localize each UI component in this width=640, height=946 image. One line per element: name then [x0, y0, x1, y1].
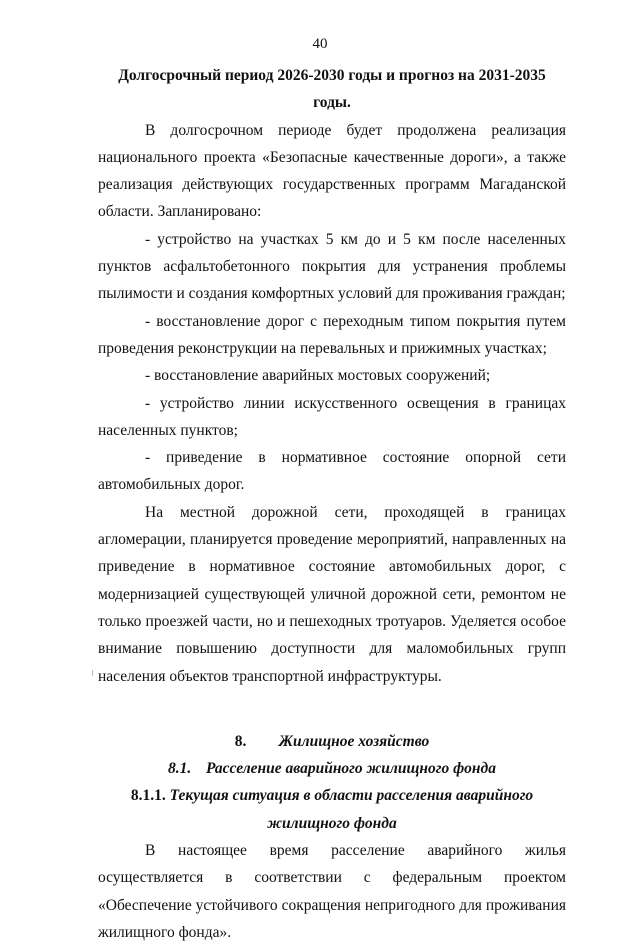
- list-item: - устройство на участках 5 км до и 5 км после населенных пунктов асфальтобетонного покрытия для устранения проблемы пылимости и создания комфортных условий для проживания граждан;: [98, 230, 566, 303]
- page-content: [98, 62, 566, 946]
- section-number: 8.1.1.: [130, 787, 166, 805]
- margin-mark: [92, 670, 93, 676]
- section-heading-8: [98, 728, 566, 755]
- period-heading: Долгосрочный период 2026-2030 годы и прогноз на 2031-2035 годы.: [118, 67, 546, 112]
- current-situation-paragraph: В настоящее время расселение аварийного жилья осуществляется в соответствии с федеральным проектом «Обеспечение устойчивого сокращения непригодного для проживания жилищного фонда».: [98, 842, 566, 941]
- section-number: 8.1.: [168, 760, 192, 778]
- section-title: Расселение аварийного жилищного фонда: [206, 760, 496, 778]
- page-number: 40: [312, 36, 328, 52]
- section-heading-8-1: [98, 755, 566, 782]
- section-heading-8-1-1: [98, 782, 566, 837]
- intro-paragraph: В долгосрочном периоде будет продолжена реализация национального проекта «Безопасные качественные дороги», а также реализация действующих государственных программ Магаданской области. Запланировано:: [98, 121, 566, 221]
- list-item: - восстановление дорог с переходным типом покрытия путем проведения реконструкции на перевальных и прижимных участках;: [98, 312, 566, 357]
- section-title: Текущая ситуация в области расселения аварийного жилищного фонда: [169, 787, 534, 832]
- list-item: - устройство линии искусственного освещения в границах населенных пунктов;: [98, 394, 566, 439]
- list-item: - приведение в нормативное состояние опорной сети автомобильных дорог.: [98, 449, 566, 494]
- local-network-paragraph: На местной дорожной сети, проходящей в границах агломерации, планируется проведение мероприятий, направленных на приведение в нормативное состояние автомобильных дорог, с модернизацией существующей уличной дорожной сети, ремонтом не только проезжей части, но и пешеходных тротуаров. Уделяется особое внимание повышению доступности для маломобильных групп населения объектов транспортной инфраструктуры.: [98, 503, 566, 685]
- section-title: Жилищное хозяйство: [278, 732, 430, 750]
- section-number: 8.: [234, 732, 247, 750]
- list-item: - восстановление аварийных мостовых сооружений;: [145, 367, 491, 385]
